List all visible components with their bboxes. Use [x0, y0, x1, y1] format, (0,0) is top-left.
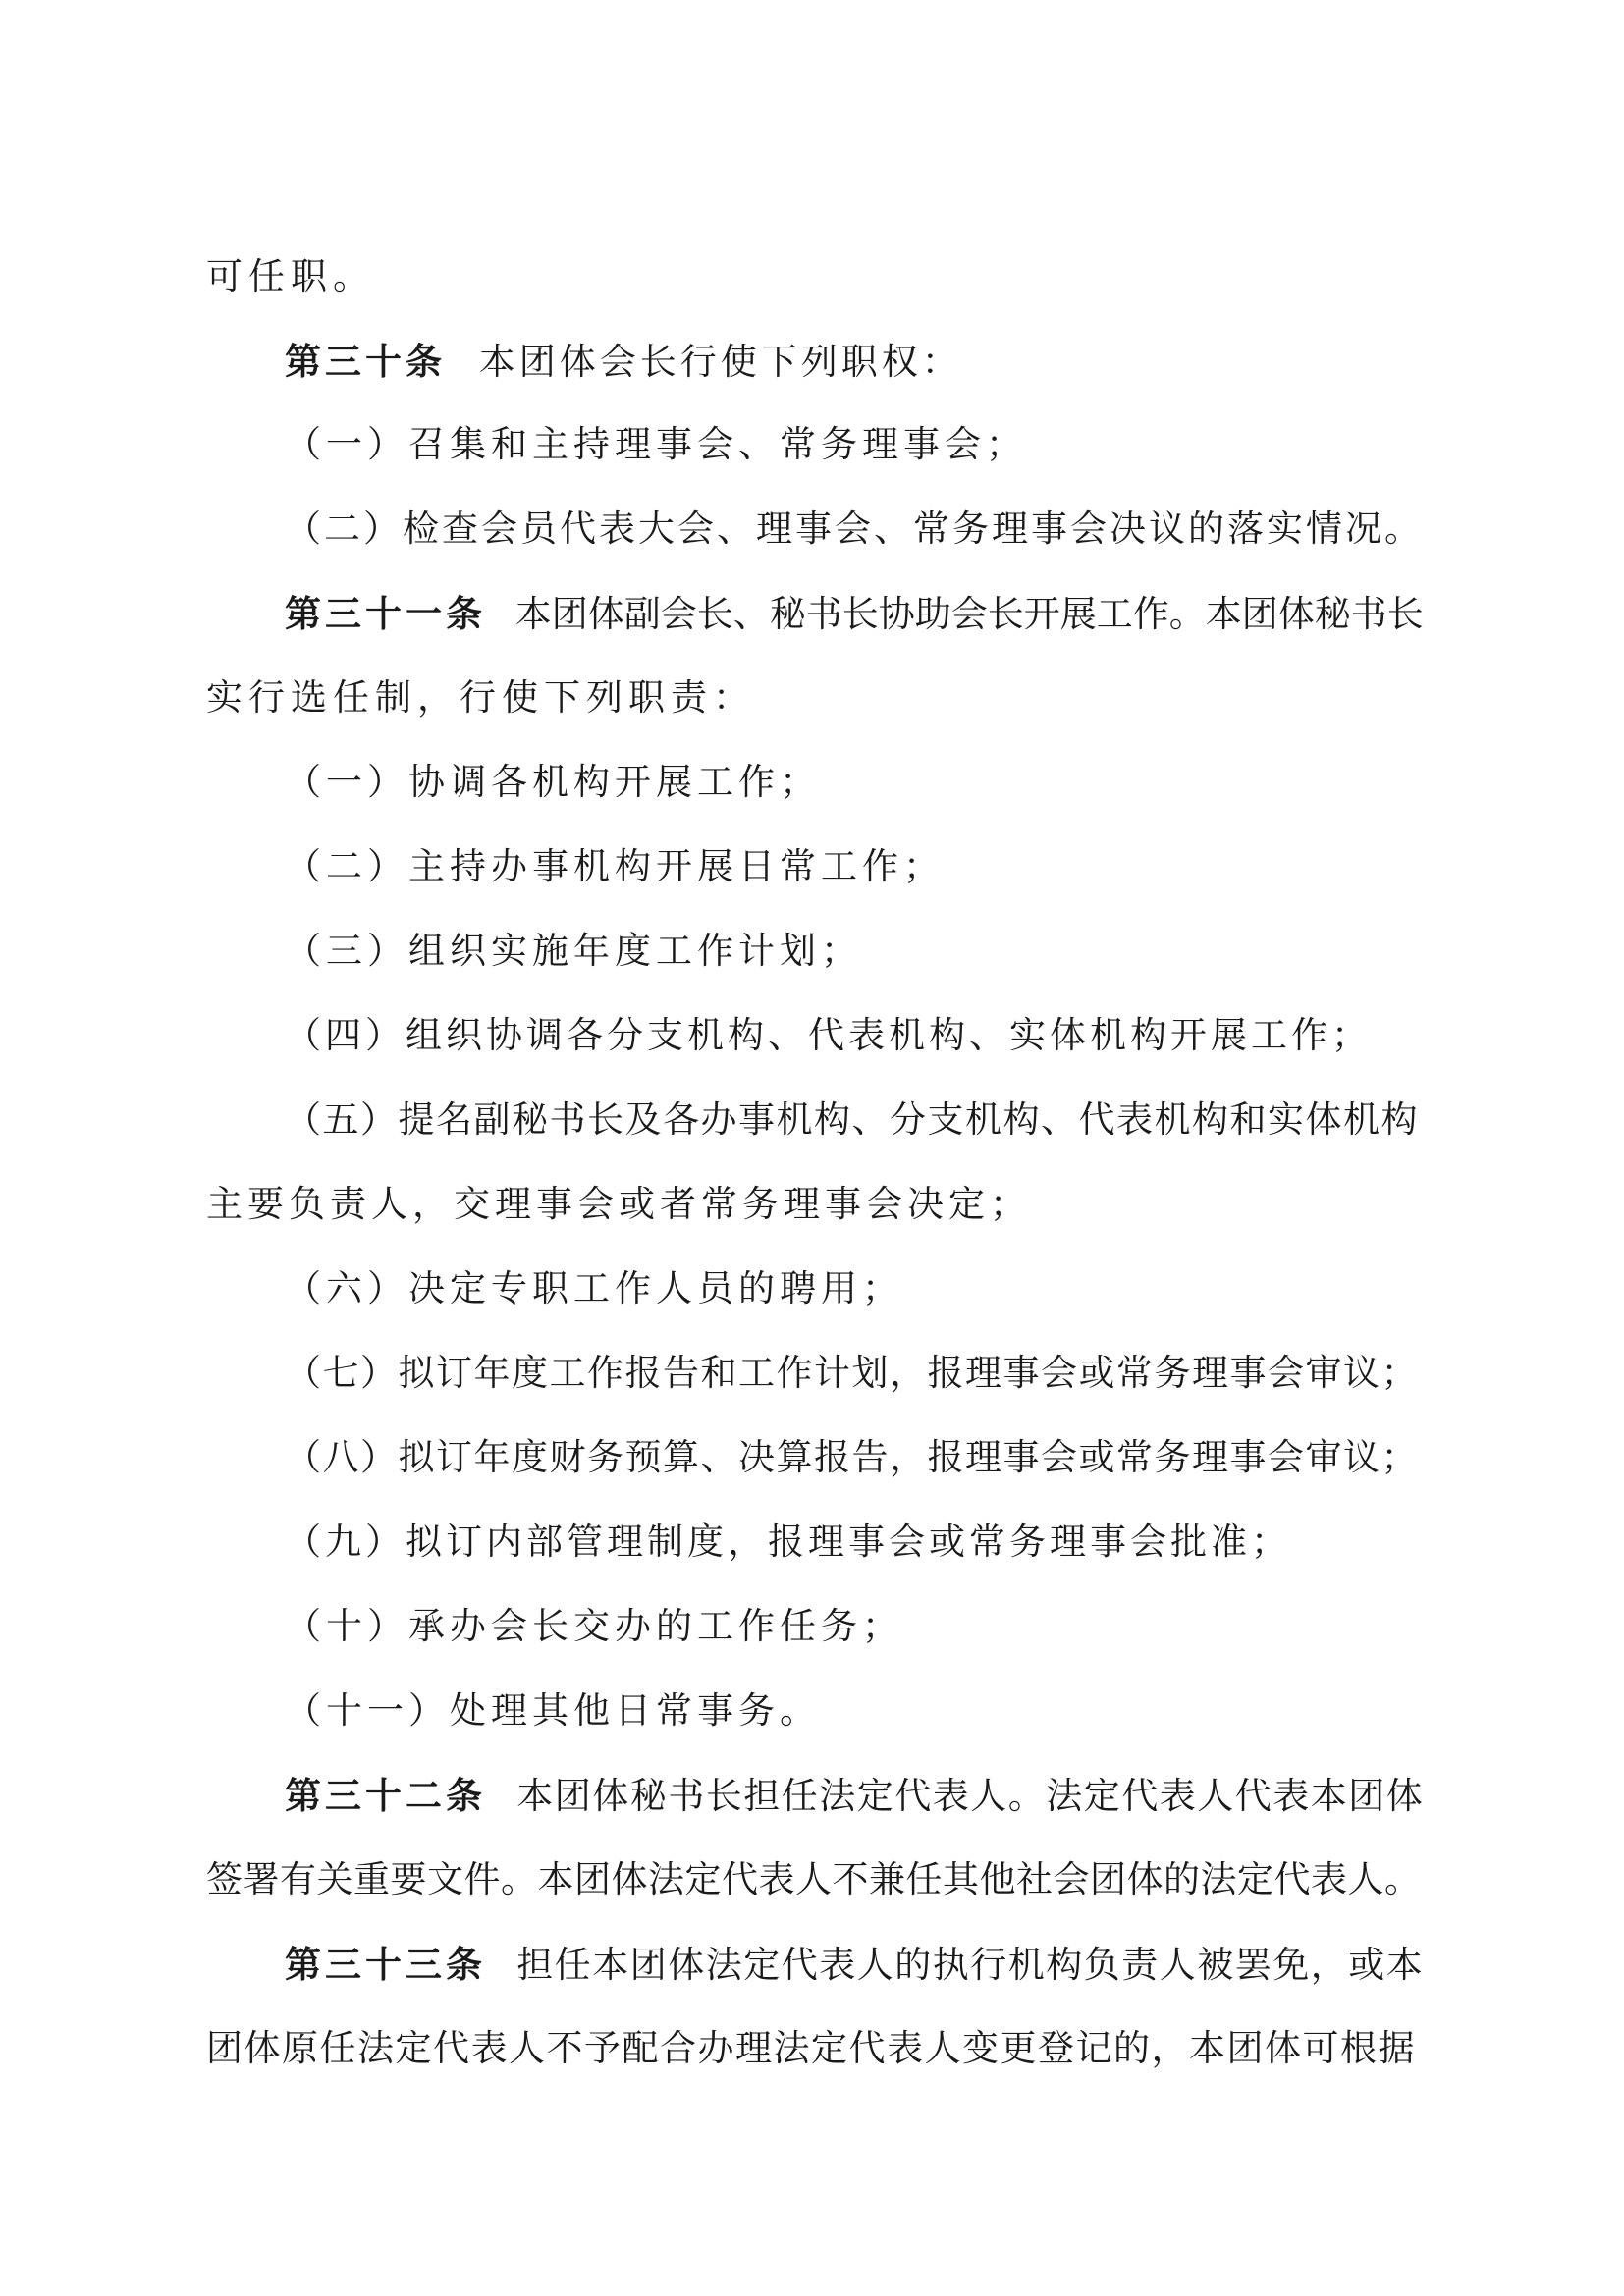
paragraph-line [206, 247, 1424, 306]
list-item [285, 1513, 1424, 1572]
article-number: 第三十二条 [285, 1774, 486, 1817]
article-33-line [285, 1935, 1424, 1994]
list-item-text: （六）决定专职工作人员的聘用； [285, 1267, 903, 1309]
text-continuation: 可任职。 [206, 255, 375, 297]
list-item-text: （五）提名副秘书长及各办事机构、分支机构、代表机构和实体机构 [285, 1098, 1419, 1141]
list-item [285, 1597, 1424, 1656]
article-number: 第三十条 [285, 340, 446, 383]
article-32-line [285, 1766, 1424, 1825]
article-text: 本团体会长行使下列职权： [478, 341, 962, 383]
list-item-text: （十）承办会长交办的工作任务； [285, 1605, 903, 1647]
list-item-text: （七）拟订年度工作报告和工作计划，报理事会或常务理事会审议； [285, 1352, 1419, 1394]
list-item-text: （九）拟订内部管理制度，报理事会或常务理事会批准； [285, 1521, 1291, 1563]
list-item [285, 1091, 1424, 1149]
article-number: 第三十一条 [285, 592, 486, 635]
list-item [285, 1259, 1424, 1318]
list-item-text: （三）组织实施年度工作计划； [285, 930, 862, 972]
paragraph-line [206, 668, 1424, 727]
list-item [285, 1682, 1424, 1740]
paragraph-line [206, 1850, 1424, 1909]
list-item-text: （八）拟订年度财务预算、决算报告，报理事会或常务理事会审议； [285, 1436, 1419, 1478]
list-item-text: （二）检查会员代表大会、理事会、常务理事会决议的落实情况。 [285, 507, 1424, 550]
list-item-text: （四）组织协调各分支机构、代表机构、实体机构开展工作； [285, 1014, 1372, 1056]
list-item [285, 837, 1424, 896]
list-item [285, 1344, 1424, 1403]
article-30-line [285, 332, 1424, 391]
list-item-text-continued: 主要负责人，交理事会或者常务理事会决定； [206, 1183, 1031, 1225]
article-text: 本团体秘书长担任法定代表人。法定代表人代表本团体 [516, 1775, 1425, 1817]
article-text-continued: 团体原任法定代表人不予配合办理法定代表人变更登记的，本团体可根据 [206, 2027, 1416, 2069]
list-item [285, 415, 1424, 474]
list-item [285, 500, 1424, 559]
list-item-text: （一）召集和主持理事会、常务理事会； [285, 423, 1027, 465]
list-item [285, 753, 1424, 812]
list-item-text: （一）协调各机构开展工作； [285, 761, 821, 803]
article-text: 担任本团体法定代表人的执行机构负责人被罢免，或本 [516, 1944, 1425, 1986]
list-item-text: （二）主持办事机构开展日常工作； [285, 845, 945, 887]
list-item-text: （十一）处理其他日常事务。 [285, 1689, 821, 1732]
paragraph-line [206, 1175, 1424, 1234]
list-item [285, 922, 1424, 981]
paragraph-line [206, 2019, 1424, 2078]
article-text-continued: 实行选任制，行使下列职责： [206, 676, 755, 719]
article-31-line [285, 584, 1424, 643]
article-text-continued: 签署有关重要文件。本团体法定代表人不兼任其他社会团体的法定代表人。 [206, 1858, 1422, 1900]
list-item [285, 1006, 1424, 1065]
article-number: 第三十三条 [285, 1943, 486, 1986]
list-item [285, 1428, 1424, 1487]
article-text: 本团体副会长、秘书长协助会长开展工作。本团体秘书长 [514, 593, 1424, 635]
